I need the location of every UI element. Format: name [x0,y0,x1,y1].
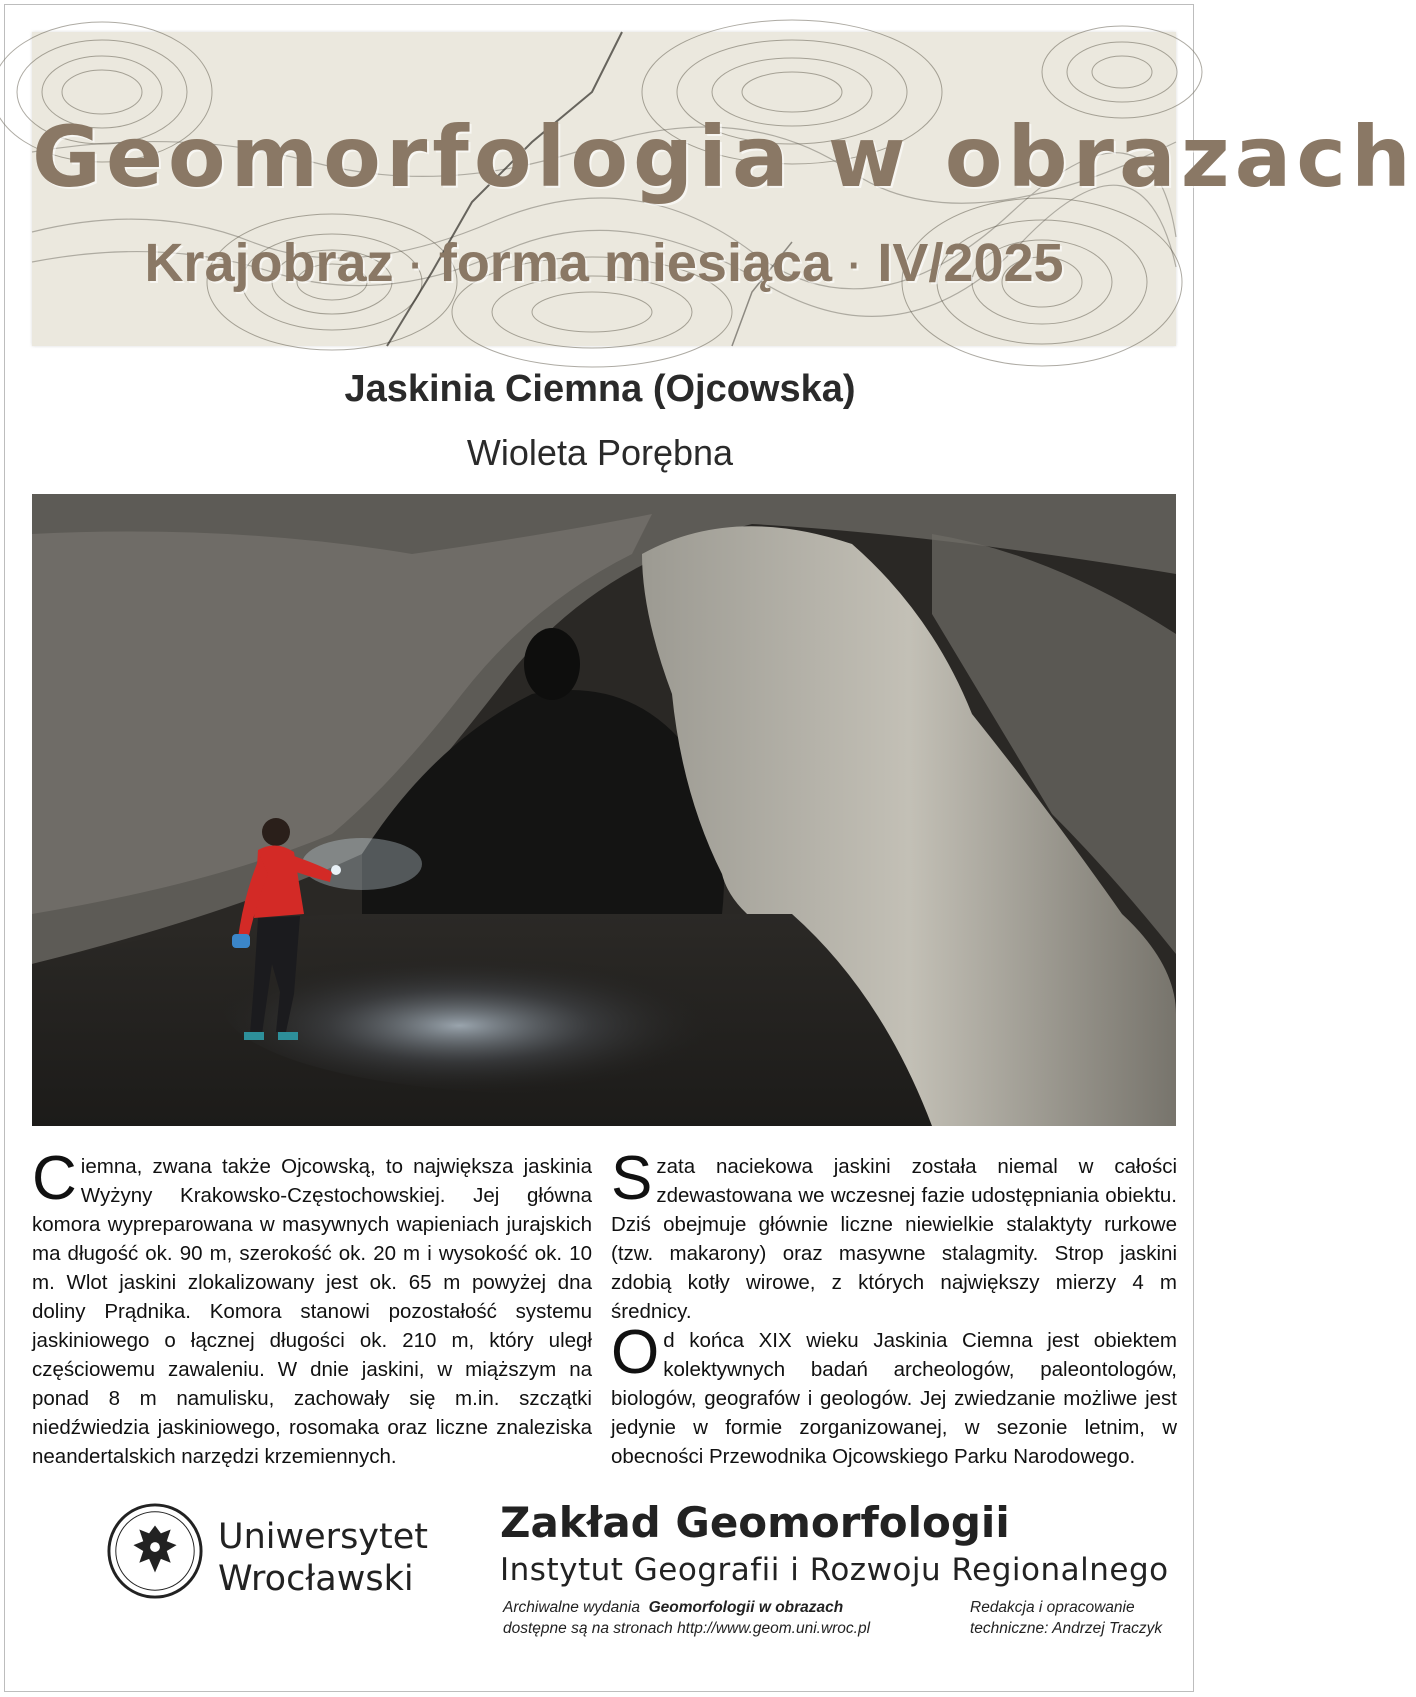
university-name [218,1516,428,1600]
archive-note [503,1597,870,1639]
archive-url[interactable]: dostępne są na stronach http://www.geom.uni.wroc.pl [503,1620,871,1637]
drop-cap: C [32,1144,77,1213]
cave-photo [32,494,1176,1126]
article-title: Jaskinia Ciemna (Ojcowska) [344,368,856,410]
paragraph-text: zata naciekowa jaskini została niemal w całości zdewastowana we wczesnej fazie udostępniania obiektu. Dziś obejmuje głównie liczne niewielkie stalaktyty rurkowe (tzw. makarony) oraz masywne stalagmity. Strop jaskini zdobią kotły wirowe, z których największy mierzy 4 m średnicy. [611,1155,1177,1323]
article-author: Wioleta Porębna [466,432,734,473]
subtitle-landscape: Krajobraz [144,233,394,293]
subtitle-issue: IV/2025 [877,233,1064,293]
drop-cap: S [611,1144,653,1213]
institute-name: Instytut Geografii i Rozwoju Regionalnego [500,1552,1169,1588]
university-seal-icon [106,1502,204,1600]
university-logo [86,1478,466,1644]
paragraph-text: d końca XIX wieku Jaskinia Ciemna jest obiektem kolektywnych badań archeologów, paleontologów, biologów, geografów i geologów. Jej zwiedzanie możliwe jest jedynie w formie zorganizowanej, w sezonie letnim, w obecności Przewodnika Ojcowskiego Parku Narodowego. [611,1329,1177,1468]
series-title: Geomorfologia w obrazach [32,108,1416,206]
series-subtitle [32,232,1176,294]
university-name-line1: Uniwersytet [218,1517,428,1557]
article-left-column [32,1144,592,1471]
article-paragraph [32,1144,592,1471]
subtitle-separator: · [409,244,423,289]
credits-line2: techniczne: Andrzej Traczyk [970,1620,1163,1637]
cave-illustration [32,494,1176,1126]
archive-series-name: Geomorfologii w obrazach [648,1599,844,1616]
university-name-line2: Wrocławski [218,1559,414,1599]
article-paragraph [611,1318,1177,1471]
subtitle-separator: · [848,244,862,289]
article-paragraph [611,1144,1177,1326]
credits-line1: Redakcja i opracowanie [970,1599,1135,1616]
subtitle-form-of-month: forma miesiąca [438,233,833,293]
paragraph-text: iemna, zwana także Ojcowską, to największa jaskinia Wyżyny Krakowsko-Częstochowskiej. Jej główna komora wypreparowana w masywnych wapieniach jurajskich ma długość ok. 90 m, szerokość ok. 20 m i wysokość ok. 10 m. Wlot jaskini zlokalizowany jest ok. 65 m powyżej dna doliny Prądnika. Komora stanowi pozostałość systemu jaskiniowego o łącznej długości ok. 210 m, który uległ częściowemu zawaleniu. W dnie jaskini, w miąższym na ponad 8 m namulisku, zachowały się m.in. szczątki niedźwiedzia jaskiniowego, rosomaka oraz liczne znaleziska neandertalskich narzędzi krzemiennych. [32,1155,592,1468]
archive-prefix: Archiwalne wydania [503,1599,640,1616]
drop-cap: O [611,1318,660,1387]
editorial-credits [970,1597,1162,1639]
department-name: Zakład Geomorfologii [500,1498,1010,1547]
article-right-column [611,1144,1177,1471]
header-banner [32,32,1416,346]
